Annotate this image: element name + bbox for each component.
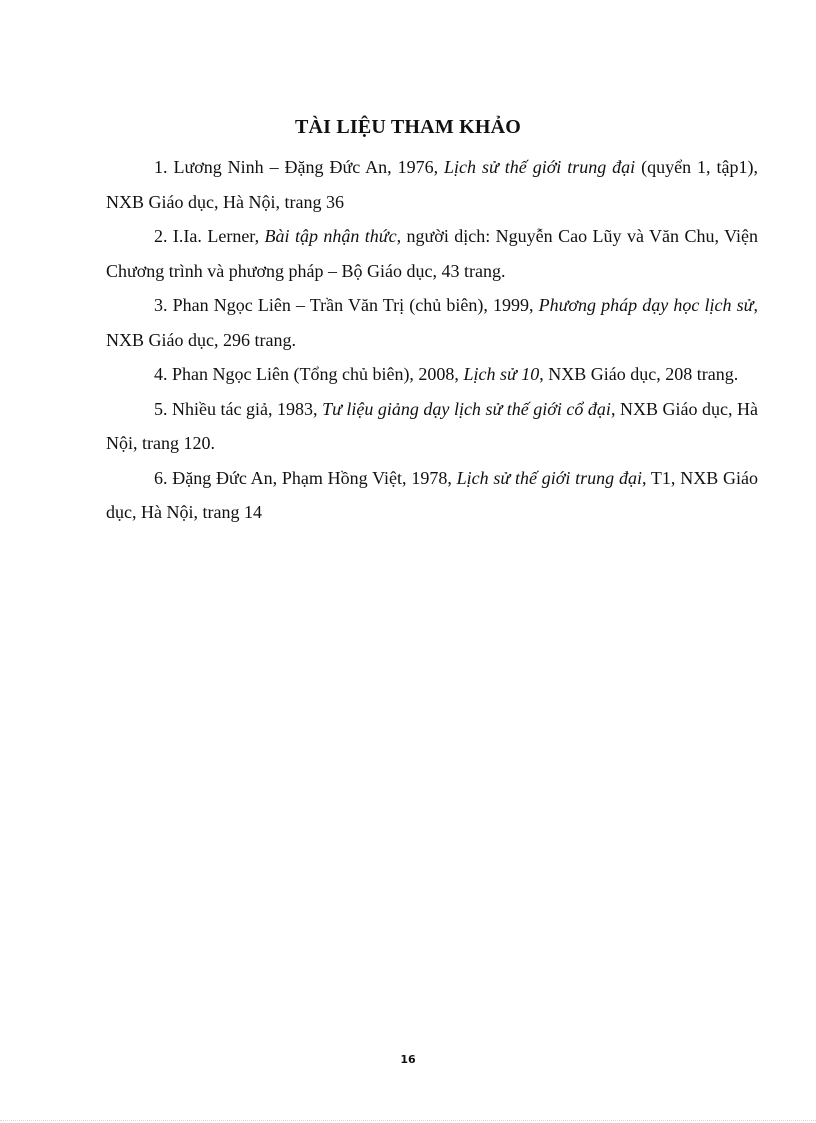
reference-title: Lịch sử thế giới trung đại: [444, 157, 636, 177]
reference-lead: 3. Phan Ngọc Liên – Trần Văn Trị (chủ biên), 1999,: [154, 295, 539, 315]
reference-tail: , NXB Giáo dục, 208 trang.: [539, 364, 739, 384]
reference-tail: , T1, NXB Giáo dục, Hà Nội, trang 14: [106, 467, 758, 522]
reference-tail: , người dịch: Nguyễn Cao Lũy và Văn Chu, Viện Chương trình và phương pháp – Bộ Giáo dục, 43 trang.: [106, 226, 758, 281]
reference-lead: 2. I.Ia. Lerner,: [154, 226, 265, 246]
page-number: 16: [400, 1053, 416, 1066]
reference-item-5: [106, 392, 758, 461]
reference-item-3: [106, 288, 758, 357]
reference-lead: 5. Nhiều tác giả, 1983,: [154, 398, 323, 419]
reference-item-1: [106, 150, 758, 219]
reference-lead: 4. Phan Ngọc Liên (Tổng chủ biên), 2008,: [154, 364, 464, 384]
reference-title: Tư liệu giảng dạy lịch sử thế giới cổ đại: [322, 398, 611, 419]
page-title: TÀI LIỆU THAM KHẢO: [294, 116, 522, 138]
reference-title: Phương pháp dạy học lịch sử: [538, 295, 754, 315]
reference-title: Lịch sử 10: [463, 364, 540, 384]
reference-item-4: [106, 357, 758, 392]
reference-tail: , NXB Giáo dục, Hà Nội, trang 120.: [106, 398, 758, 453]
reference-tail: (quyển 1, tập1), NXB Giáo dục, Hà Nội, trang 36: [106, 157, 758, 212]
reference-list: [106, 150, 758, 530]
page-bottom-divider: [0, 1120, 816, 1121]
reference-lead: 1. Lương Ninh – Đặng Đức An, 1976,: [154, 157, 445, 177]
reference-item-6: [106, 461, 758, 530]
reference-lead: 6. Đặng Đức An, Phạm Hồng Việt, 1978,: [154, 467, 457, 488]
reference-tail: , NXB Giáo dục, 296 trang.: [106, 295, 758, 350]
reference-item-2: [106, 219, 758, 288]
reference-title: Lịch sử thế giới trung đại: [456, 467, 642, 488]
reference-title: Bài tập nhận thức: [264, 226, 397, 246]
